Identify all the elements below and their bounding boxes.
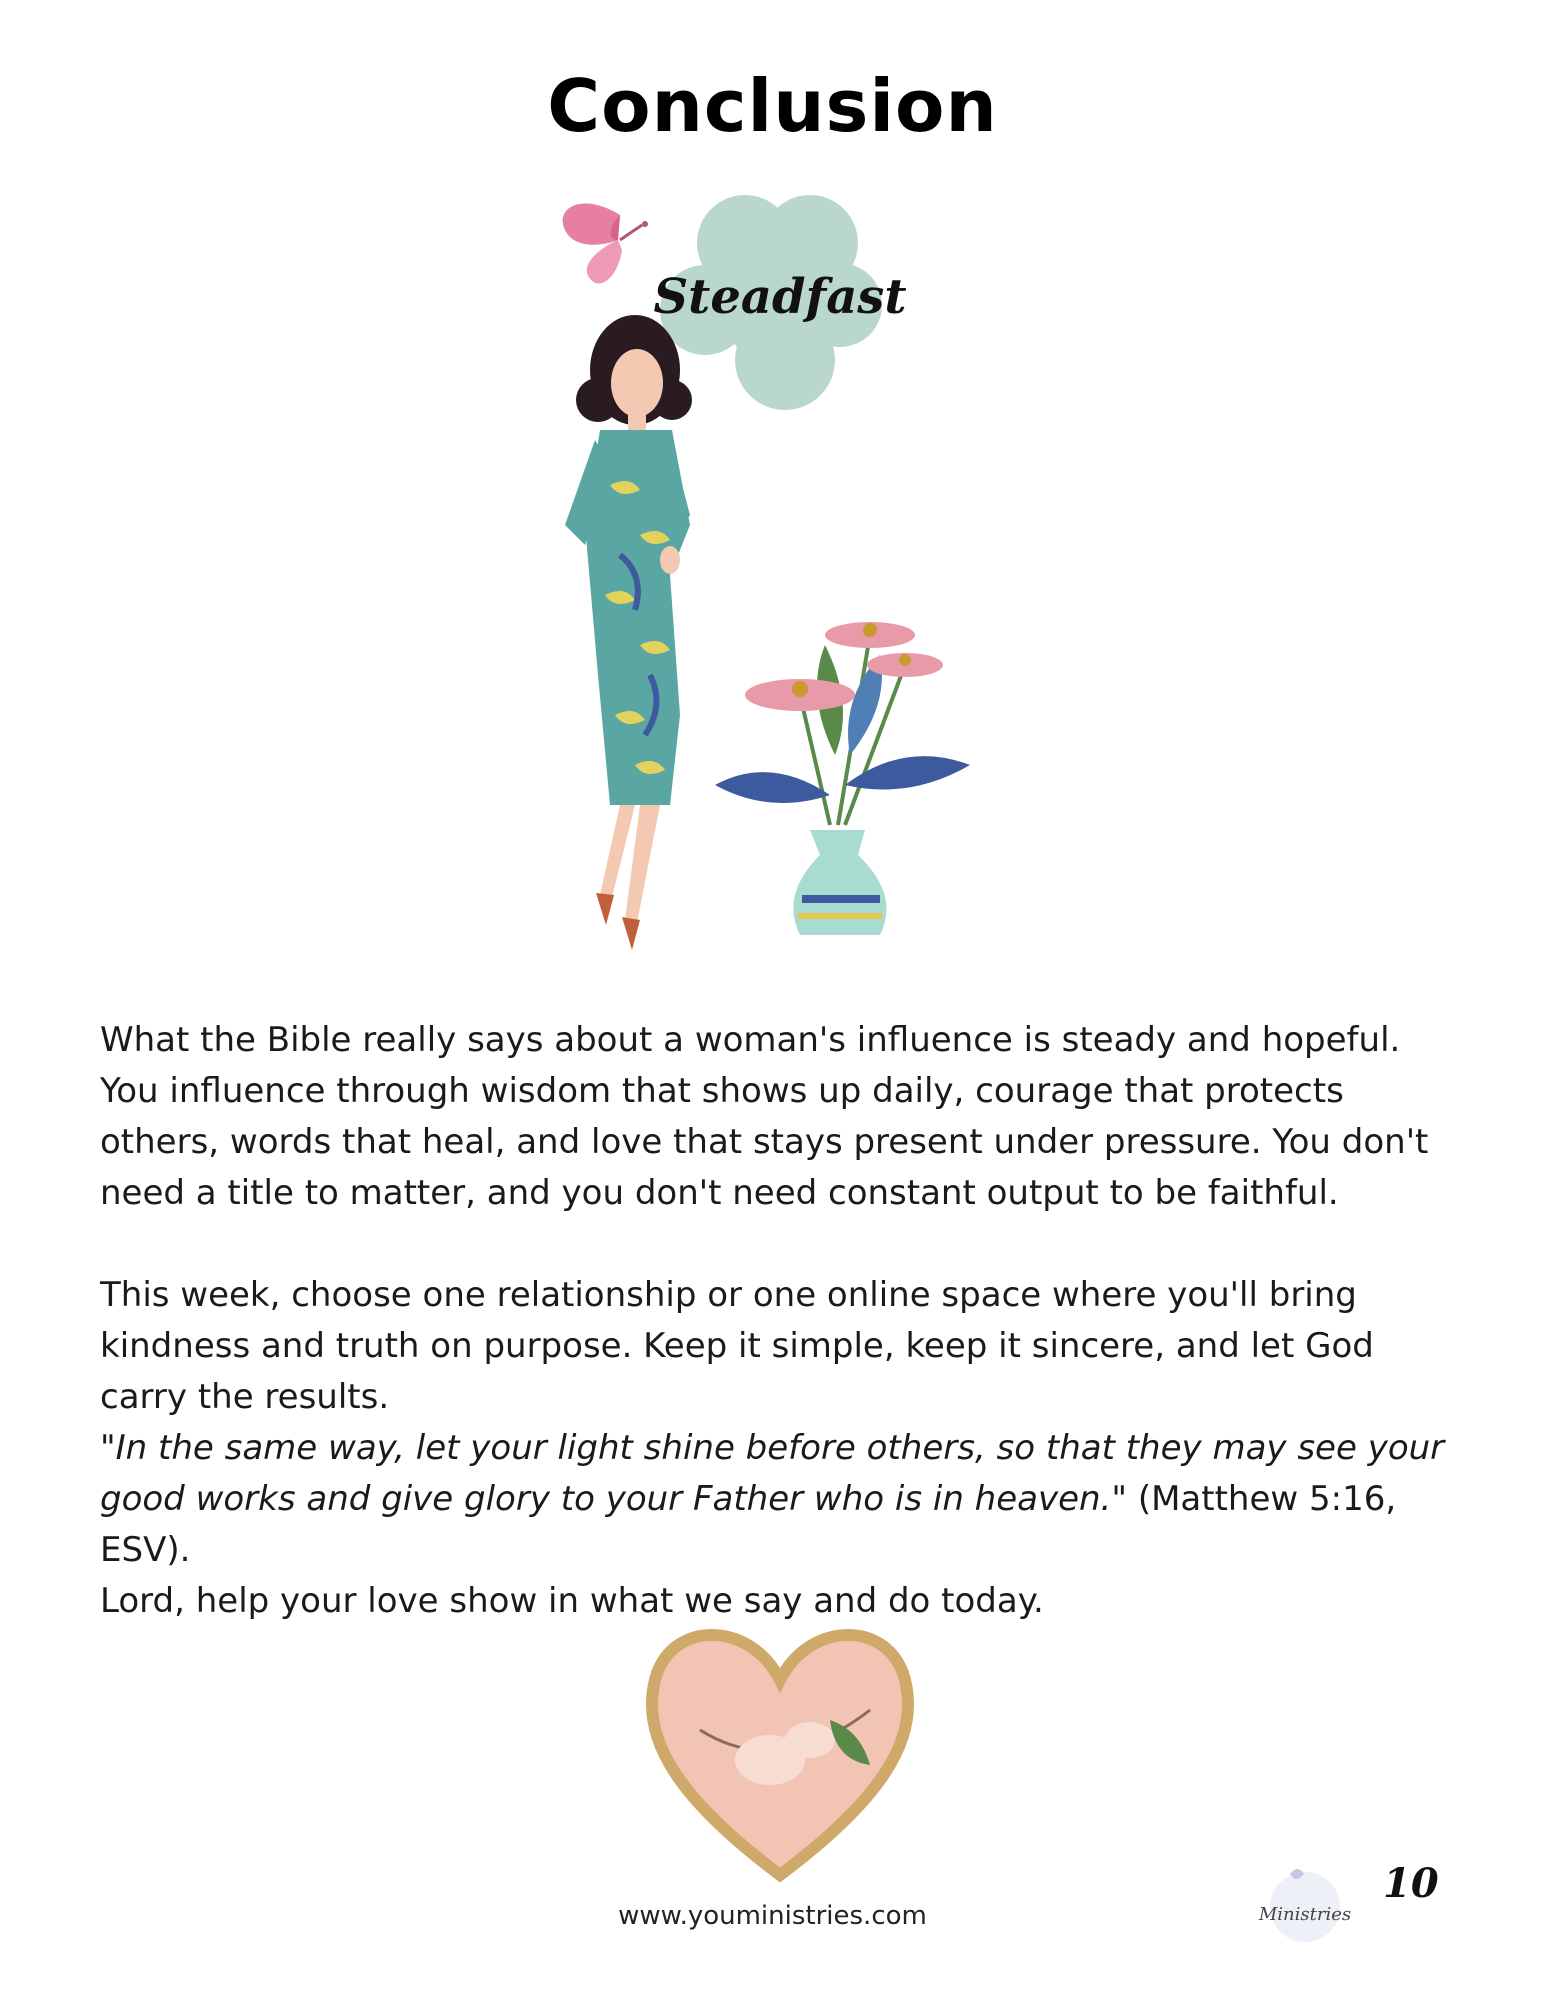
paragraph-influence: What the Bible really says about a woman's influence is steady and hopeful. You influence through wisdom that shows up daily, courage that protects others, words that heal, and love that stays present under pressure. You don't need a title to matter, and you don't need constant output to be faithful. xyxy=(100,1020,1429,1213)
paragraph-scripture xyxy=(100,1423,1460,1627)
scripture-citation: " (Matthew 5:16, ESV). xyxy=(100,1479,1397,1570)
ministries-logo xyxy=(1250,1862,1360,1947)
logo-text: Ministries xyxy=(1258,1904,1352,1925)
scripture-quote: In the same way, let your light shine before others, so that they may see your good works and give glory to your Father who is in heaven. xyxy=(100,1428,1445,1519)
footer-url[interactable]: www.youministries.com xyxy=(618,1901,927,1931)
closing-prayer: Lord, help your love show in what we say and do today. xyxy=(100,1581,1044,1621)
page-number: 10 xyxy=(1383,1860,1439,1907)
page-title: Conclusion xyxy=(547,64,998,148)
heart-icon xyxy=(640,1610,920,1885)
flower-vase-icon xyxy=(715,622,970,935)
butterfly-icon xyxy=(563,204,648,284)
steadfast-badge-text: Steadfast xyxy=(653,269,907,325)
woman-figure xyxy=(565,315,692,950)
open-quote: " xyxy=(100,1428,116,1468)
steadfast-illustration xyxy=(540,195,1010,965)
paragraph-this-week: This week, choose one relationship or one online space where you'll bring kindness and truth on purpose. Keep it simple, keep it sincere, and let God carry the results. xyxy=(100,1275,1374,1417)
